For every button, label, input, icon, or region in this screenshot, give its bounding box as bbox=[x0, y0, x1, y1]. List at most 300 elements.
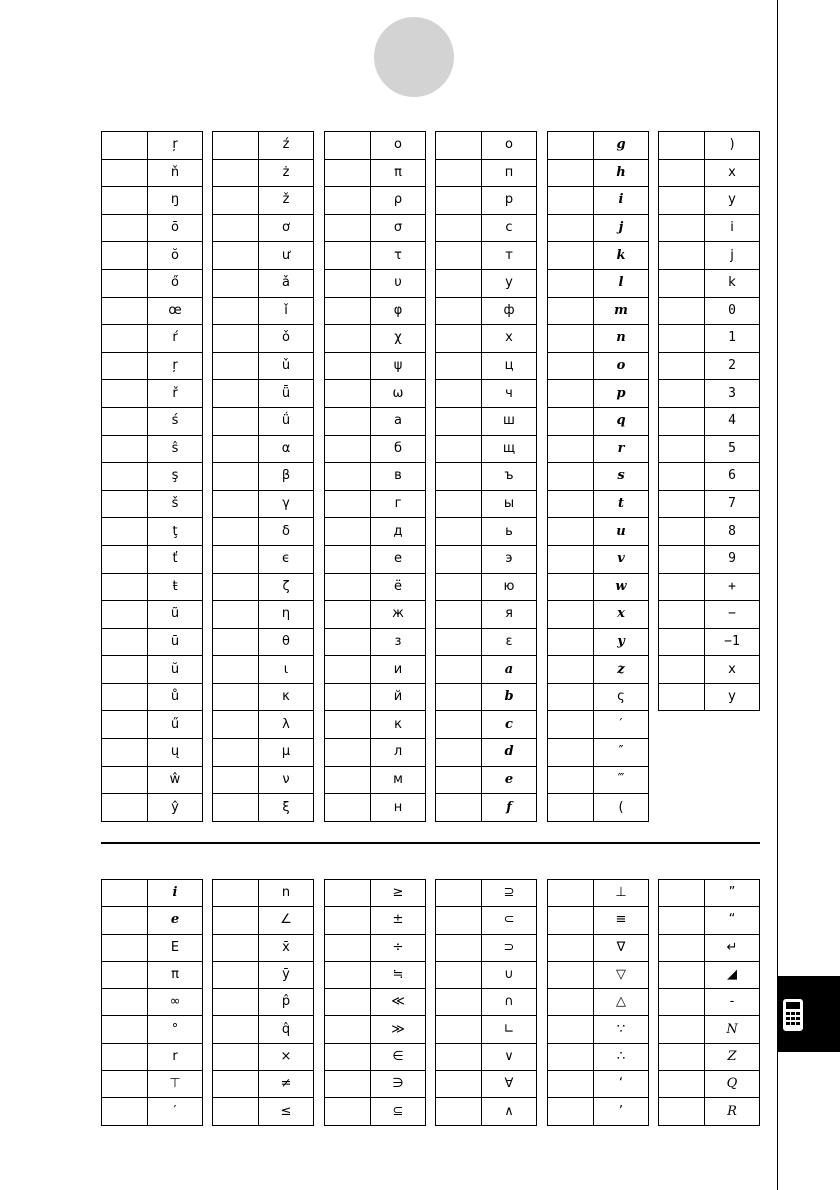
code-cell bbox=[102, 297, 148, 325]
glyph-cell: ű bbox=[148, 711, 203, 739]
code-cell bbox=[102, 711, 148, 739]
table-row bbox=[548, 934, 649, 961]
code-cell bbox=[213, 573, 259, 601]
code-cell bbox=[213, 989, 259, 1016]
glyph-cell: œ bbox=[148, 297, 203, 325]
code-cell bbox=[102, 435, 148, 463]
glyph-cell: r bbox=[148, 1043, 203, 1070]
code-cell bbox=[436, 269, 482, 297]
code-cell bbox=[325, 1071, 371, 1098]
table-row bbox=[213, 628, 314, 656]
glyph-cell: ŷ bbox=[148, 794, 203, 822]
table-row bbox=[659, 1016, 760, 1043]
code-cell bbox=[436, 518, 482, 546]
glyph-cell: ▽ bbox=[594, 961, 649, 988]
code-cell bbox=[325, 711, 371, 739]
code-cell bbox=[102, 325, 148, 353]
glyph-cell: ± bbox=[371, 907, 426, 934]
glyph-cell: x bbox=[705, 656, 760, 684]
glyph-cell: ↵ bbox=[705, 934, 760, 961]
glyph-cell: d bbox=[482, 739, 537, 767]
section-divider bbox=[101, 842, 760, 844]
table-row bbox=[659, 601, 760, 629]
glyph-cell: ) bbox=[705, 132, 760, 160]
code-cell bbox=[213, 683, 259, 711]
code-cell bbox=[436, 187, 482, 215]
glyph-cell: ų bbox=[148, 739, 203, 767]
table-row bbox=[213, 794, 314, 822]
glyph-cell: ‴ bbox=[594, 766, 649, 794]
code-cell bbox=[436, 907, 482, 934]
glyph-cell: × bbox=[259, 1043, 314, 1070]
code-cell bbox=[659, 518, 705, 546]
glyph-cell: π bbox=[148, 961, 203, 988]
code-cell bbox=[102, 628, 148, 656]
code-cell bbox=[102, 1016, 148, 1043]
glyph-cell: ∵ bbox=[594, 1016, 649, 1043]
table-row bbox=[102, 961, 203, 988]
code-cell bbox=[659, 380, 705, 408]
code-cell bbox=[102, 907, 148, 934]
table-row bbox=[325, 490, 426, 518]
code-cell bbox=[548, 214, 594, 242]
glyph-cell: ” bbox=[705, 880, 760, 907]
code-cell bbox=[548, 711, 594, 739]
code-cell bbox=[659, 907, 705, 934]
glyph-cell: ι bbox=[259, 656, 314, 684]
table-row bbox=[548, 435, 649, 463]
code-cell bbox=[325, 380, 371, 408]
table-row bbox=[325, 711, 426, 739]
code-cell bbox=[213, 407, 259, 435]
table-row bbox=[659, 545, 760, 573]
code-cell bbox=[436, 711, 482, 739]
glyph-cell: ё bbox=[371, 573, 426, 601]
code-cell bbox=[436, 435, 482, 463]
table-row bbox=[436, 739, 537, 767]
table-row bbox=[659, 187, 760, 215]
glyph-cell: λ bbox=[259, 711, 314, 739]
table-row bbox=[659, 989, 760, 1016]
table-row bbox=[102, 352, 203, 380]
char-table-1 bbox=[101, 131, 203, 822]
code-cell bbox=[659, 934, 705, 961]
table-row bbox=[659, 934, 760, 961]
table-row bbox=[548, 242, 649, 270]
glyph-cell: ż bbox=[259, 159, 314, 187]
code-cell bbox=[548, 1016, 594, 1043]
table-row bbox=[102, 269, 203, 297]
code-cell bbox=[548, 601, 594, 629]
table-row bbox=[548, 407, 649, 435]
code-cell bbox=[213, 159, 259, 187]
table-row bbox=[102, 989, 203, 1016]
glyph-cell: r bbox=[594, 435, 649, 463]
code-cell bbox=[436, 407, 482, 435]
glyph-cell: 1 bbox=[705, 325, 760, 353]
glyph-cell: ′ bbox=[594, 711, 649, 739]
table-row bbox=[659, 880, 760, 907]
code-cell bbox=[102, 187, 148, 215]
code-cell bbox=[213, 961, 259, 988]
table-row bbox=[102, 1043, 203, 1070]
glyph-cell: ő bbox=[148, 269, 203, 297]
glyph-cell: ο bbox=[371, 132, 426, 160]
glyph-cell: г bbox=[371, 490, 426, 518]
code-cell bbox=[659, 132, 705, 160]
glyph-cell: ∋ bbox=[371, 1071, 426, 1098]
glyph-cell: ř bbox=[148, 380, 203, 408]
code-cell bbox=[213, 1098, 259, 1125]
glyph-cell: ŗ bbox=[148, 352, 203, 380]
code-cell bbox=[548, 187, 594, 215]
glyph-cell: k bbox=[705, 269, 760, 297]
table-row bbox=[213, 518, 314, 546]
glyph-cell: ∀ bbox=[482, 1071, 537, 1098]
table-row bbox=[548, 1071, 649, 1098]
table-row bbox=[213, 766, 314, 794]
table-row bbox=[436, 490, 537, 518]
code-cell bbox=[213, 490, 259, 518]
code-cell bbox=[325, 766, 371, 794]
code-cell bbox=[325, 545, 371, 573]
code-cell bbox=[548, 907, 594, 934]
table-row bbox=[213, 934, 314, 961]
glyph-cell: ν bbox=[259, 766, 314, 794]
table-row bbox=[436, 1071, 537, 1098]
glyph-cell: ǖ bbox=[259, 380, 314, 408]
code-cell bbox=[102, 1043, 148, 1070]
glyph-cell: ǎ bbox=[259, 269, 314, 297]
glyph-cell: б bbox=[371, 435, 426, 463]
code-cell bbox=[213, 325, 259, 353]
glyph-cell: “ bbox=[705, 907, 760, 934]
code-cell bbox=[659, 1098, 705, 1125]
glyph-cell: R bbox=[705, 1098, 760, 1125]
code-cell bbox=[102, 132, 148, 160]
glyph-cell: j bbox=[705, 242, 760, 270]
glyph-cell: ≪ bbox=[371, 989, 426, 1016]
table-row bbox=[213, 1071, 314, 1098]
glyph-cell: ∈ bbox=[371, 1043, 426, 1070]
table-row bbox=[213, 1043, 314, 1070]
table-row bbox=[659, 1071, 760, 1098]
code-cell bbox=[659, 242, 705, 270]
glyph-cell: c bbox=[482, 711, 537, 739]
code-cell bbox=[325, 435, 371, 463]
code-cell bbox=[436, 989, 482, 1016]
table-row bbox=[436, 380, 537, 408]
glyph-cell: E bbox=[148, 934, 203, 961]
glyph-cell: ∪ bbox=[482, 961, 537, 988]
table-row bbox=[436, 711, 537, 739]
code-cell bbox=[659, 159, 705, 187]
code-cell bbox=[548, 880, 594, 907]
glyph-cell: ư bbox=[259, 242, 314, 270]
code-cell bbox=[436, 545, 482, 573]
glyph-cell: ⊇ bbox=[482, 880, 537, 907]
glyph-cell: с bbox=[482, 214, 537, 242]
table-row bbox=[436, 407, 537, 435]
table-row bbox=[548, 766, 649, 794]
table-row bbox=[325, 242, 426, 270]
glyph-cell: я bbox=[482, 601, 537, 629]
glyph-cell: ź bbox=[259, 132, 314, 160]
glyph-cell: ť bbox=[148, 545, 203, 573]
glyph-cell: ȳ bbox=[259, 961, 314, 988]
table-row bbox=[102, 1016, 203, 1043]
glyph-cell: q̂ bbox=[259, 1016, 314, 1043]
code-cell bbox=[102, 880, 148, 907]
code-cell bbox=[102, 989, 148, 1016]
table-row bbox=[325, 132, 426, 160]
table-row bbox=[325, 214, 426, 242]
glyph-cell: й bbox=[371, 683, 426, 711]
table-row bbox=[436, 934, 537, 961]
glyph-cell: ţ bbox=[148, 518, 203, 546]
code-cell bbox=[659, 1016, 705, 1043]
glyph-cell: Q bbox=[705, 1071, 760, 1098]
glyph-cell: h bbox=[594, 159, 649, 187]
glyph-cell: 4 bbox=[705, 407, 760, 435]
table-row bbox=[659, 683, 760, 711]
table-row bbox=[436, 880, 537, 907]
code-cell bbox=[325, 794, 371, 822]
table-row bbox=[102, 934, 203, 961]
table-row bbox=[213, 1016, 314, 1043]
code-cell bbox=[659, 601, 705, 629]
table-row bbox=[102, 187, 203, 215]
code-cell bbox=[213, 187, 259, 215]
code-cell bbox=[325, 683, 371, 711]
code-cell bbox=[325, 490, 371, 518]
char-table-3 bbox=[324, 131, 426, 822]
table-row bbox=[102, 545, 203, 573]
code-cell bbox=[325, 880, 371, 907]
glyph-cell: z bbox=[594, 656, 649, 684]
glyph-cell: π bbox=[371, 159, 426, 187]
glyph-cell: ε bbox=[482, 628, 537, 656]
table-row bbox=[548, 601, 649, 629]
page-marker-circle bbox=[374, 17, 454, 97]
glyph-cell: - bbox=[705, 989, 760, 1016]
glyph-cell: ŧ bbox=[148, 573, 203, 601]
glyph-cell: ś bbox=[148, 407, 203, 435]
code-cell bbox=[659, 1043, 705, 1070]
glyph-cell: m bbox=[594, 297, 649, 325]
table-row bbox=[325, 380, 426, 408]
code-cell bbox=[102, 545, 148, 573]
table-row bbox=[213, 132, 314, 160]
glyph-cell: ⊥ bbox=[594, 880, 649, 907]
glyph-cell: ъ bbox=[482, 463, 537, 491]
table-row bbox=[436, 573, 537, 601]
code-cell bbox=[659, 989, 705, 1016]
code-cell bbox=[548, 573, 594, 601]
table-row bbox=[102, 739, 203, 767]
table-row bbox=[436, 628, 537, 656]
table-row bbox=[213, 352, 314, 380]
table-row bbox=[325, 656, 426, 684]
glyph-cell: p̂ bbox=[259, 989, 314, 1016]
code-cell bbox=[325, 242, 371, 270]
code-cell bbox=[548, 463, 594, 491]
table-row bbox=[325, 683, 426, 711]
glyph-cell: р bbox=[482, 187, 537, 215]
glyph-cell: n bbox=[594, 325, 649, 353]
glyph-cell: т bbox=[482, 242, 537, 270]
code-cell bbox=[436, 739, 482, 767]
table-row bbox=[548, 683, 649, 711]
char-table-4 bbox=[435, 131, 537, 822]
code-cell bbox=[436, 1016, 482, 1043]
glyph-cell: y bbox=[594, 628, 649, 656]
code-cell bbox=[102, 518, 148, 546]
code-cell bbox=[325, 132, 371, 160]
table-row bbox=[436, 794, 537, 822]
glyph-cell: ч bbox=[482, 380, 537, 408]
code-cell bbox=[548, 934, 594, 961]
table-row bbox=[659, 961, 760, 988]
table-row bbox=[102, 407, 203, 435]
table-row bbox=[325, 907, 426, 934]
table-row bbox=[325, 573, 426, 601]
table-row bbox=[102, 463, 203, 491]
table-row bbox=[213, 463, 314, 491]
code-cell bbox=[213, 907, 259, 934]
glyph-cell: p bbox=[594, 380, 649, 408]
glyph-cell: δ bbox=[259, 518, 314, 546]
table-row bbox=[548, 1098, 649, 1125]
code-cell bbox=[213, 435, 259, 463]
code-cell bbox=[213, 739, 259, 767]
glyph-cell: ζ bbox=[259, 573, 314, 601]
table-row bbox=[213, 159, 314, 187]
glyph-cell: y bbox=[705, 187, 760, 215]
table-row bbox=[548, 711, 649, 739]
table-row bbox=[325, 961, 426, 988]
glyph-cell: ∠ bbox=[259, 907, 314, 934]
glyph-cell: ″ bbox=[594, 739, 649, 767]
table-row bbox=[102, 683, 203, 711]
calculator-icon bbox=[778, 976, 840, 1052]
code-cell bbox=[548, 407, 594, 435]
code-cell bbox=[548, 1043, 594, 1070]
glyph-cell: х bbox=[482, 325, 537, 353]
code-cell bbox=[213, 711, 259, 739]
table-row bbox=[548, 628, 649, 656]
code-cell bbox=[325, 1016, 371, 1043]
table-row bbox=[325, 739, 426, 767]
code-cell bbox=[548, 352, 594, 380]
glyph-cell: ς bbox=[594, 683, 649, 711]
code-cell bbox=[325, 159, 371, 187]
code-cell bbox=[548, 325, 594, 353]
table-row bbox=[102, 325, 203, 353]
table-row bbox=[213, 545, 314, 573]
table-row bbox=[548, 214, 649, 242]
code-cell bbox=[102, 656, 148, 684]
glyph-cell: ≫ bbox=[371, 1016, 426, 1043]
table-row bbox=[325, 1016, 426, 1043]
code-cell bbox=[325, 407, 371, 435]
glyph-cell: s bbox=[594, 463, 649, 491]
code-cell bbox=[436, 352, 482, 380]
table-row bbox=[325, 1098, 426, 1125]
code-cell bbox=[548, 683, 594, 711]
code-cell bbox=[659, 490, 705, 518]
table-row bbox=[325, 325, 426, 353]
table-row bbox=[102, 297, 203, 325]
glyph-cell: ∧ bbox=[482, 1098, 537, 1125]
glyph-cell: ⊆ bbox=[371, 1098, 426, 1125]
glyph-cell: v bbox=[594, 545, 649, 573]
table-row bbox=[436, 518, 537, 546]
table-row bbox=[213, 269, 314, 297]
glyph-cell: ϵ bbox=[259, 545, 314, 573]
table-row bbox=[436, 601, 537, 629]
glyph-cell: з bbox=[371, 628, 426, 656]
table-row bbox=[213, 407, 314, 435]
glyph-cell: ž bbox=[259, 187, 314, 215]
code-cell bbox=[436, 325, 482, 353]
glyph-cell: φ bbox=[371, 297, 426, 325]
code-cell bbox=[325, 325, 371, 353]
table-row bbox=[436, 545, 537, 573]
code-cell bbox=[659, 628, 705, 656]
glyph-cell: к bbox=[371, 711, 426, 739]
code-cell bbox=[436, 214, 482, 242]
code-cell bbox=[548, 794, 594, 822]
code-cell bbox=[436, 1071, 482, 1098]
table-row bbox=[659, 656, 760, 684]
glyph-cell: ’ bbox=[594, 1098, 649, 1125]
char-table-6 bbox=[658, 879, 760, 1126]
char-table-1 bbox=[101, 879, 203, 1126]
glyph-cell: ǒ bbox=[259, 325, 314, 353]
glyph-cell: i bbox=[148, 880, 203, 907]
code-cell bbox=[659, 435, 705, 463]
table-row bbox=[325, 518, 426, 546]
glyph-cell: 5 bbox=[705, 435, 760, 463]
code-cell bbox=[436, 490, 482, 518]
table-row bbox=[548, 545, 649, 573]
table-row bbox=[436, 187, 537, 215]
glyph-cell: ū bbox=[148, 628, 203, 656]
table-row bbox=[548, 269, 649, 297]
code-cell bbox=[102, 766, 148, 794]
glyph-cell: σ bbox=[371, 214, 426, 242]
code-cell bbox=[548, 242, 594, 270]
table-row bbox=[548, 656, 649, 684]
glyph-cell: ‘ bbox=[594, 1071, 649, 1098]
glyph-cell: ů bbox=[148, 683, 203, 711]
char-table-2 bbox=[212, 879, 314, 1126]
table-row bbox=[325, 628, 426, 656]
code-cell bbox=[102, 214, 148, 242]
code-cell bbox=[436, 1043, 482, 1070]
glyph-cell: в bbox=[371, 463, 426, 491]
code-cell bbox=[102, 739, 148, 767]
glyph-cell: Z bbox=[705, 1043, 760, 1070]
table-row bbox=[548, 739, 649, 767]
glyph-cell: ∩ bbox=[482, 989, 537, 1016]
code-cell bbox=[548, 518, 594, 546]
code-cell bbox=[213, 463, 259, 491]
table-row bbox=[436, 242, 537, 270]
code-cell bbox=[659, 880, 705, 907]
code-cell bbox=[325, 989, 371, 1016]
